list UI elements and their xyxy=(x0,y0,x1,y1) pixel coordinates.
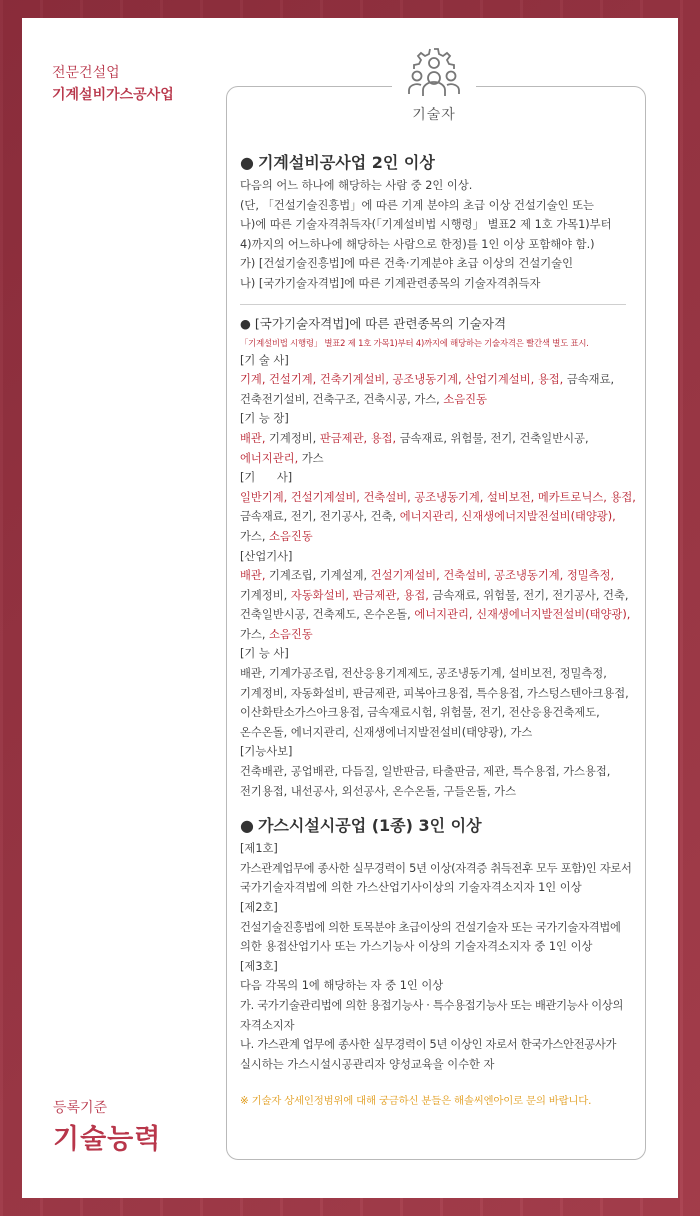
section1-line: 4)까지의 어느하나에 해당하는 사람으로 한정)를 1인 이상 포함해야 함.) xyxy=(240,237,595,251)
group-label: [기 능 장] xyxy=(240,412,289,426)
section1-title: ● 기계설비공사업 2인 이상 xyxy=(240,153,435,172)
group-line: 온수온돌, 에너지관리, 신재생에너지발전설비(태양광), 가스 xyxy=(240,725,533,739)
section3-title: ● 가스시설시공업 (1종) 3인 이상 xyxy=(240,816,482,836)
section2-note: 「기계설비법 시행령」 별표2 제 1호 가목1)부터 4)까지에 해당하는 기술자격은 빨간색 별도 표시. xyxy=(240,337,589,348)
section3-line: 의한 용접산업기사 또는 가스기능사 이상의 기술자격소지자 중 1인 이상 xyxy=(240,940,593,954)
section1-line: 가) [건설기술진흥법]에 따른 건축·기계분야 초급 이상의 건설기술인 xyxy=(240,257,574,271)
criteria-title: 기술능력 xyxy=(53,1124,162,1155)
business-heading xyxy=(52,63,174,107)
section3-line: 자격소지자 xyxy=(240,1018,295,1032)
group-line: 배관, 기계정비, 판금제관, 용접, 금속재료, 위험물, 전기, 건축일반시공, xyxy=(240,431,589,445)
engineers-gear-icon xyxy=(406,46,462,98)
section3-line: 국가기술자격법에 의한 가스산업기사이상의 기술자격소지자 1인 이상 xyxy=(240,881,582,895)
group-line: 금속재료, 전기, 전기공사, 건축, 에너지관리, 신재생에너지발전설비(태양광), xyxy=(240,510,616,524)
criteria-label: 등록기준 xyxy=(53,1100,108,1116)
section3-line: 다음 각목의 1에 해당하는 자 중 1인 이상 xyxy=(240,979,444,993)
section1-line: 나) [국가기술자격법]에 따른 기계관련종목의 기술자격취득자 xyxy=(240,276,541,290)
section1-line: 다음의 어느 하나에 해당하는 사람 중 2인 이상. xyxy=(240,179,473,192)
group-label: [기 사] xyxy=(240,471,293,485)
bullet-icon: ● xyxy=(240,315,251,331)
section3-line: 실시하는 가스시설시공관리자 양성교육을 이수한 자 xyxy=(240,1057,495,1071)
business-name: 기계설비가스공사업 xyxy=(52,87,174,103)
engineer-badge xyxy=(392,42,476,138)
group-line: 가스, 소음진동 xyxy=(240,627,313,641)
section3-line: [제2호] xyxy=(240,901,278,914)
group-line: 일반기계, 건설기계설비, 건축설비, 공조냉동기계, 설비보전, 메카트로닉스, 용접, xyxy=(240,490,636,504)
section1-line: 나)에 따른 기술자격취득자(「기계설비법 시행령」 별표2 제 1호 가목1)부터 xyxy=(240,218,612,232)
business-category: 전문건설업 xyxy=(52,65,120,81)
group-label: [산업기사] xyxy=(240,549,293,563)
group-label: [기 술 사] xyxy=(240,353,289,367)
section3-line: 가. 국가기술관리법에 의한 용접기능사 · 특수용접기능사 또는 배관기능사 이상의 xyxy=(240,998,624,1012)
group-line: 건축배관, 공업배관, 다듬질, 일반판금, 타출판금, 제관, 특수용접, 가스용접, xyxy=(240,765,611,779)
section3-line: [제1호] xyxy=(240,842,278,856)
criteria-heading xyxy=(53,1098,161,1162)
group-line: 기계정비, 자동화설비, 판금제관, 용접, 금속재료, 위험물, 전기, 전기공사, 건축, xyxy=(240,588,629,602)
section2-title: ● [국가기술자격법]에 따른 관련종목의 기술자격 xyxy=(240,315,507,331)
bullet-icon: ● xyxy=(240,816,254,836)
group-line: 건축일반시공, 건축제도, 온수온돌, 에너지관리, 신재생에너지발전설비(태양광), xyxy=(240,608,631,622)
badge-label: 기술자 xyxy=(412,107,456,123)
section3-line: 나. 가스관계 업무에 종사한 실무경력이 5년 이상인 자로서 한국가스안전공사가 xyxy=(240,1038,617,1052)
group-line: 배관, 기계조립, 기계설계, 건설기계설비, 건축설비, 공조냉동기계, 정밀측정, xyxy=(240,569,615,583)
contact-footnote: ※ 기술자 상세인정범위에 대해 궁금하신 분들은 해솔씨엔아이로 문의 바랍니다. xyxy=(240,1095,592,1108)
section3-line: 가스관계업무에 종사한 실무경력이 5년 이상(자격증 취득전후 모두 포함)인 자로서 xyxy=(240,861,632,875)
section1-line: (단, 「건설기술진흥법」에 따른 기계 분야의 초급 이상 건설기술인 또는 xyxy=(240,198,594,212)
group-label: [기 능 사] xyxy=(240,647,289,661)
group-line: 기계정비, 자동화설비, 판금제관, 피복아크용접, 특수용접, 가스텅스텐아크용접, xyxy=(240,686,629,700)
bullet-icon: ● xyxy=(240,153,254,172)
group-line: 이산화탄소가스아크용접, 금속재료시험, 위험물, 전기, 전산응용건축제도, xyxy=(240,706,600,720)
requirements-content xyxy=(240,150,636,1107)
group-line: 가스, 소음진동 xyxy=(240,529,313,543)
group-line: 기계, 건설기계, 건축기계설비, 공조냉동기계, 산업기계설비, 용접, 금속재료, xyxy=(240,373,615,387)
group-label: [기능사보] xyxy=(240,745,293,759)
group-line: 전기용접, 내선공사, 외선공사, 온수온돌, 구들온돌, 가스 xyxy=(240,784,516,798)
group-line: 건축전기설비, 건축구조, 건축시공, 가스, 소음진동 xyxy=(240,392,487,406)
group-line: 에너지관리, 가스 xyxy=(240,451,324,465)
section3-line: [제3호] xyxy=(240,959,278,973)
section-divider xyxy=(240,304,626,305)
section3-line: 건설기술진흥법에 의한 토목분야 초급이상의 건설기술자 또는 국가기술자격법에 xyxy=(240,920,621,934)
group-line: 배관, 기계가공조립, 전산응용기계제도, 공조냉동기계, 설비보전, 정밀측정, xyxy=(240,667,607,681)
